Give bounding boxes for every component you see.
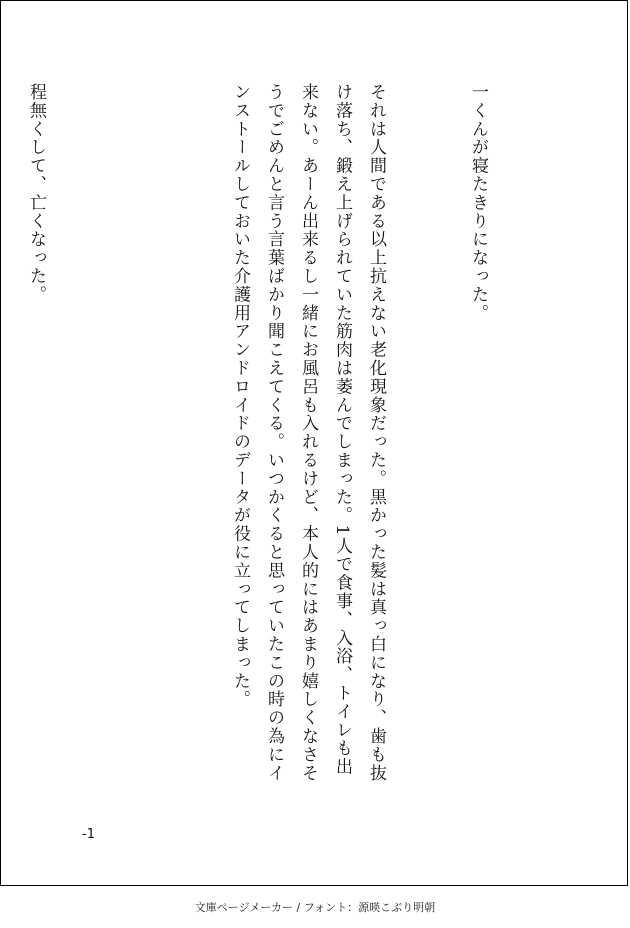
footer-credit: 文庫ページメーカー / フォント：源暎こぶり明朝: [194, 901, 436, 914]
paragraph: 一くんが寝たきりになった。: [468, 83, 488, 323]
paragraph: それは人間である以上抗えない老化現象だった。黒かった髪は真っ白になり、歯も抜け落ち、鍛え上げられていた筋肉は萎んでしまった。1人で食事、入浴、トイレも出来ない。あーん出来るし一緒にお風呂も入れるけど、本人的にはあまり嬉しくなさそうでごめんと言う言葉ばかり聞こえてくる。いつかくると思っていたこの時の為にインストールしておいた介護用アンドロイドのデータが役に立ってしまった。: [230, 83, 386, 783]
paragraph: 程無くして、亡くなった。: [26, 83, 46, 304]
body-text: [0, 83, 563, 783]
blank-line: [121, 83, 155, 783]
page-number: -1: [82, 827, 95, 842]
